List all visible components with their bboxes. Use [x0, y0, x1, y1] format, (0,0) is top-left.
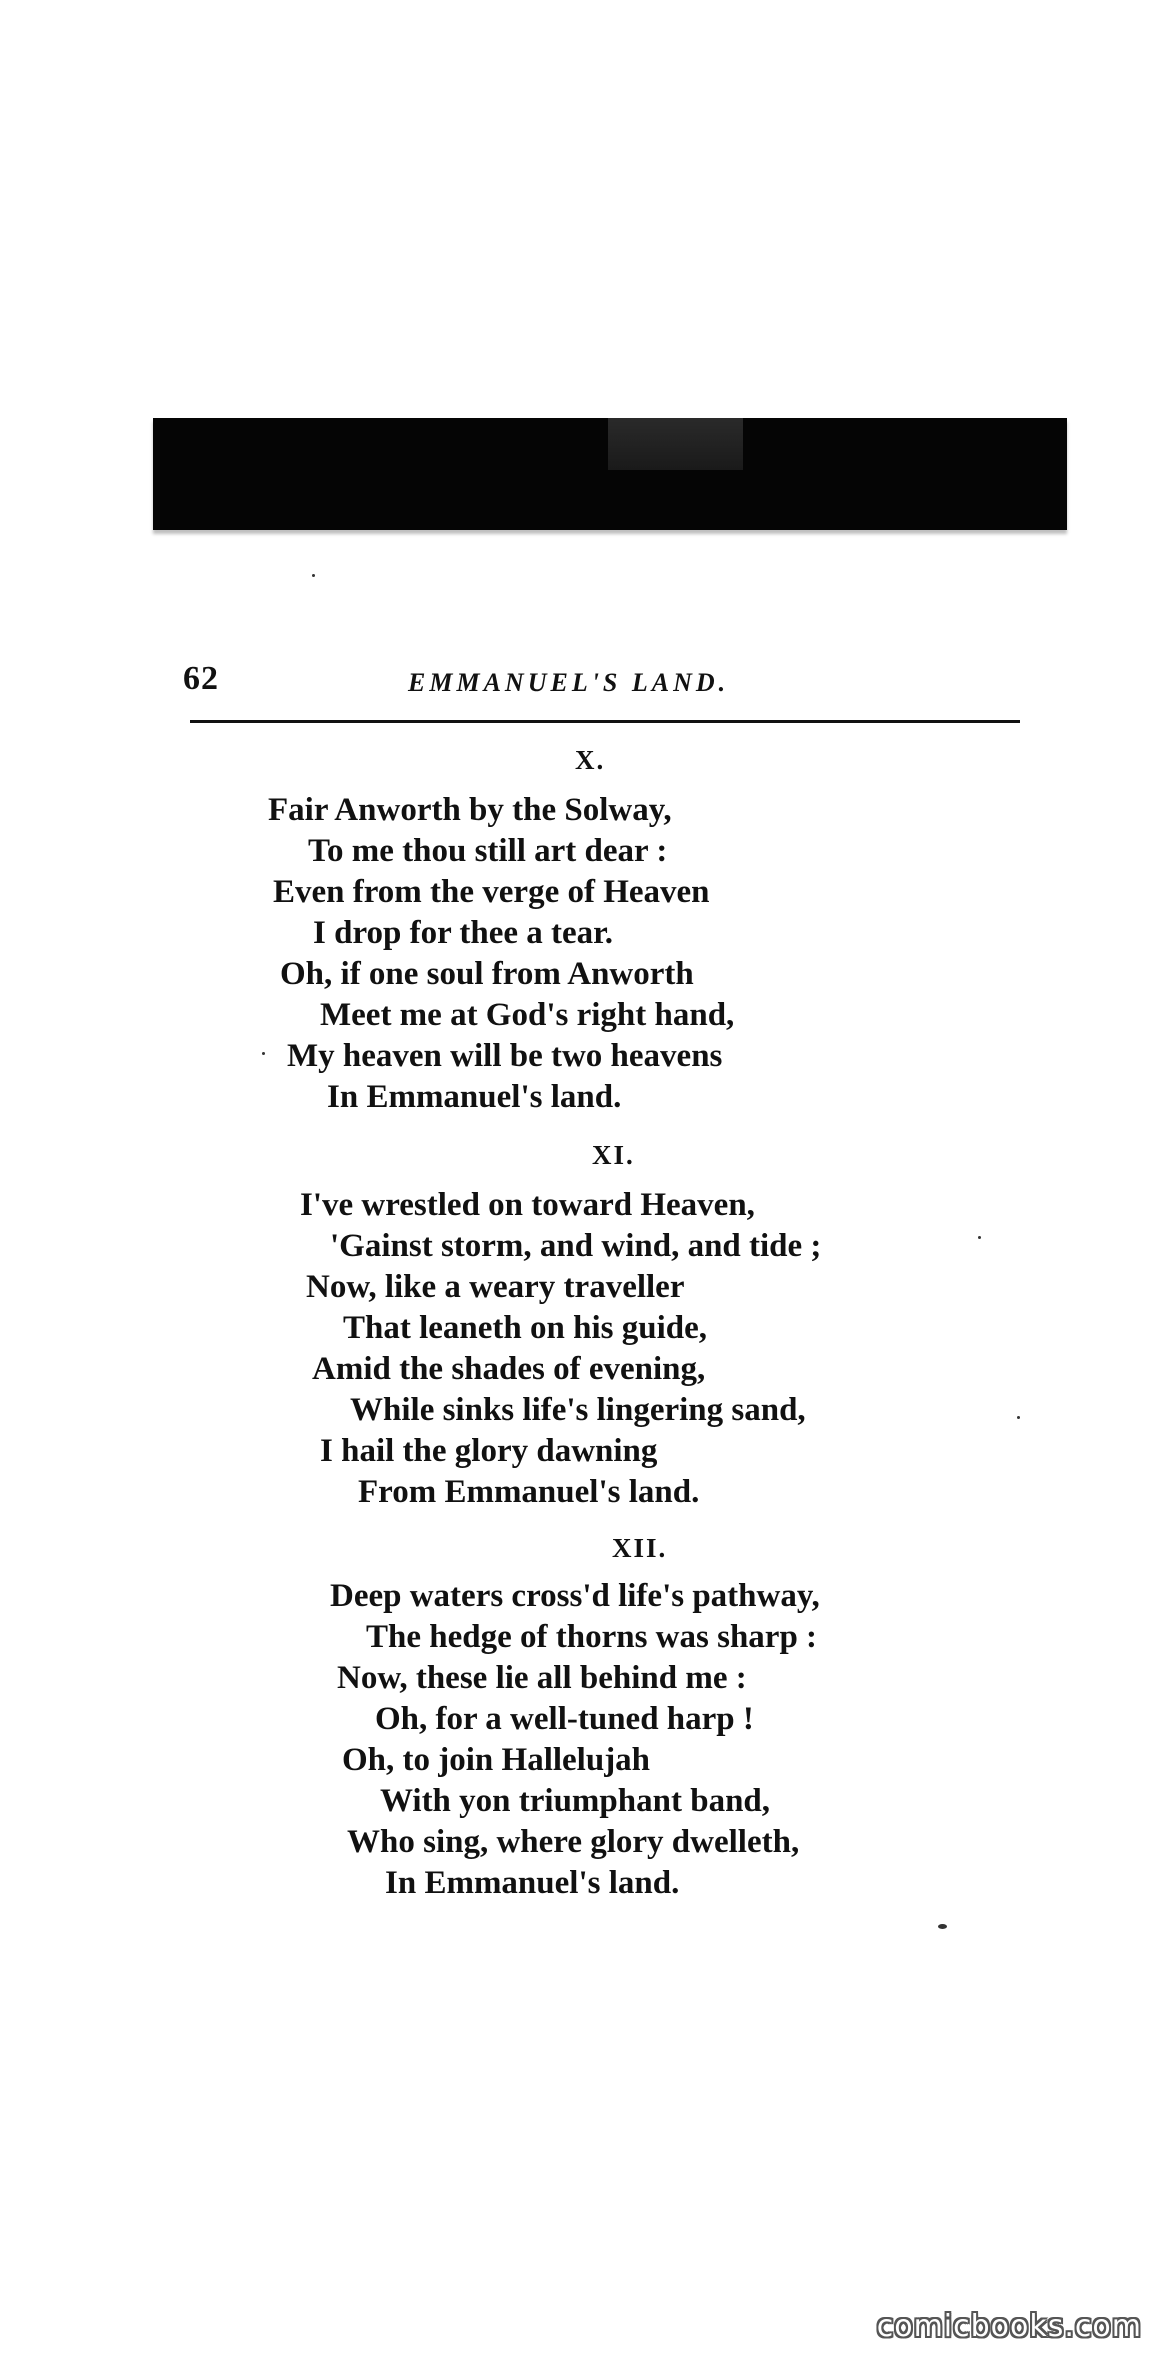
verse-line: Even from the verge of Heaven — [273, 874, 710, 910]
verse-line: Deep waters cross'd life's pathway, — [330, 1578, 820, 1614]
verse-line: From Emmanuel's land. — [358, 1474, 700, 1510]
verse-line: In Emmanuel's land. — [385, 1865, 680, 1901]
verse-line: Oh, for a well-tuned harp ! — [375, 1701, 754, 1737]
verse-line: My heaven will be two heavens — [287, 1038, 723, 1074]
scan-speck — [262, 1052, 265, 1055]
running-title: EMMANUEL'S LAND. — [408, 668, 730, 697]
verse-line: The hedge of thorns was sharp : — [366, 1619, 818, 1655]
scan-speck — [978, 1236, 981, 1239]
verse-line: In Emmanuel's land. — [327, 1079, 622, 1115]
scan-speck — [1017, 1416, 1020, 1419]
header-rule — [190, 720, 1020, 723]
verse-line: I drop for thee a tear. — [313, 915, 614, 951]
verse-line: Oh, to join Hallelujah — [342, 1742, 651, 1778]
page-number: 62 — [183, 660, 219, 697]
verse-line: Meet me at God's right hand, — [320, 997, 735, 1033]
verse-line: To me thou still art dear : — [308, 833, 668, 869]
verse-line: While sinks life's lingering sand, — [350, 1392, 806, 1428]
stanza-heading: XI. — [592, 1140, 635, 1170]
scan-black-band — [153, 418, 1067, 530]
verse-line: 'Gainst storm, and wind, and tide ; — [330, 1228, 822, 1264]
verse-line: I've wrestled on toward Heaven, — [300, 1187, 755, 1223]
verse-line: Oh, if one soul from Anworth — [280, 956, 694, 992]
running-head — [183, 660, 1023, 710]
verse-line: Now, like a weary traveller — [306, 1269, 685, 1305]
verse-line: Fair Anworth by the Solway, — [268, 792, 672, 828]
verse-line: Amid the shades of evening, — [312, 1351, 706, 1387]
scan-speck — [312, 574, 315, 577]
verse-line: That leaneth on his guide, — [343, 1310, 707, 1346]
verse-line: With yon triumphant band, — [380, 1783, 771, 1819]
verse-line: Who sing, where glory dwelleth, — [347, 1824, 800, 1860]
verse-line: Now, these lie all behind me : — [337, 1660, 747, 1696]
verse-line: I hail the glory dawning — [320, 1433, 658, 1469]
watermark: comicbooks.com — [876, 2309, 1142, 2344]
scan-band-patch — [608, 418, 743, 470]
scan-speck — [938, 1924, 947, 1929]
stanza-heading: X. — [575, 745, 606, 775]
stanza-heading: XII. — [612, 1533, 668, 1563]
